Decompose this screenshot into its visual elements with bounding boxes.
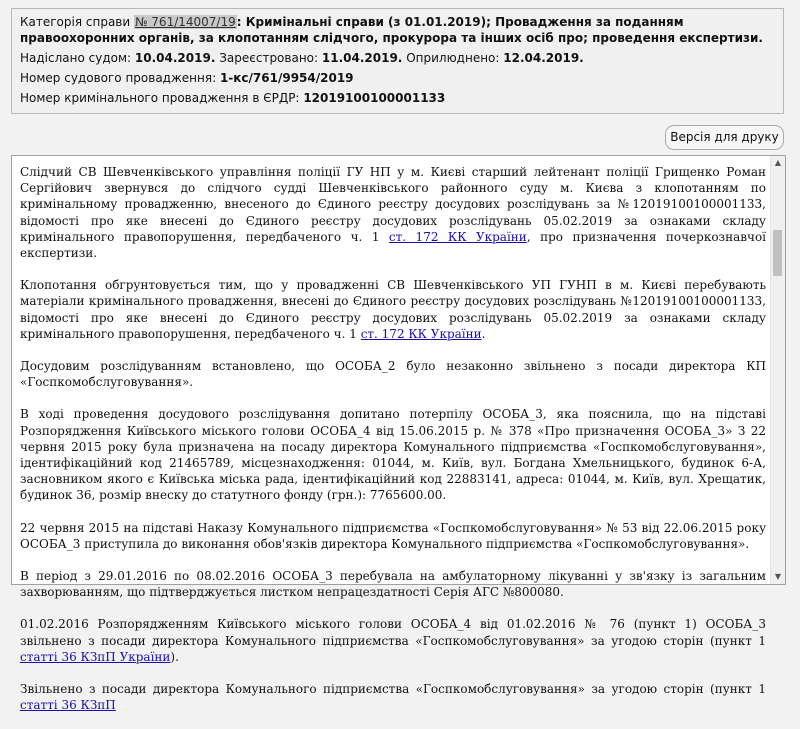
- published-label: Оприлюднено:: [406, 51, 500, 65]
- paragraph-8-text: Звільнено з посади директора Комунального підприємства «Госпкомобслуговування» за угодою сторін (пункт 1: [20, 682, 766, 697]
- paragraph-3: Досудовим розслідуванням встановлено, що ОСОБА_2 було незаконно звільнено з посади директора КП «Госпкомобслуговування».: [20, 359, 766, 390]
- case-number: № 761/14007/19: [135, 15, 236, 29]
- court-proceeding-line: [20, 70, 775, 86]
- article-172-link-2[interactable]: ст. 172 КК України: [360, 326, 482, 341]
- document-text: [20, 164, 766, 729]
- paragraph-6: В період з 29.01.2016 по 08.02.2016 ОСОБА_3 перебувала на амбулаторному лікуванні у зв'язку із загальним захворюванням, що підтверджується листком непрацездатності Серія АГС №800080.: [20, 569, 766, 600]
- criminal-proceeding-label: Номер кримінального провадження в ЄРДР:: [20, 91, 300, 105]
- case-info-panel: [11, 8, 784, 114]
- criminal-proceeding-number: 12019100100001133: [303, 91, 446, 105]
- registered-label: Зареєстровано:: [219, 51, 319, 65]
- published-date: 12.04.2019.: [503, 51, 584, 65]
- article-36-link-2[interactable]: статті 36 КЗпП: [20, 698, 116, 713]
- case-category-line: [20, 14, 775, 46]
- paragraph-5: 22 червня 2015 на підставі Наказу Комунального підприємства «Госпкомобслуговування» № 53 від 22.06.2015 року ОСОБА_3 приступила до виконання обов'язків директора Комунального підприємства «Госпкомобслуговування».: [20, 520, 766, 551]
- paragraph-2-text: Клопотання обгрунтовується тим, що у провадженні СВ Шевченківського УП ГУНП в м. Києві перебувають матеріали кримінального провадження, внесені до Єдиного реєстру досудових розслідувань №12019100100001133, відомості про яке внесені до Єдиного реєстру досудових розслідувань 05.02.2019 за ознаками складу кримінального правопорушення, передбаченого ч. 1: [20, 278, 766, 341]
- paragraph-8: [20, 681, 766, 713]
- scroll-thumb[interactable]: [773, 230, 782, 276]
- court-proceeding-label: Номер судового провадження:: [20, 71, 217, 85]
- dates-line: [20, 50, 775, 66]
- category-text: : Кримінальні справи (з 01.01.2019); Провадження за поданням правоохоронних органів, за клопотанням слідчого, прокурора та інших осіб про; проведення експертизи.: [20, 15, 763, 45]
- paragraph-1: [20, 164, 766, 261]
- paragraph-2-tail: .: [481, 326, 486, 341]
- vertical-scrollbar[interactable]: [770, 156, 785, 584]
- paragraph-7: [20, 616, 766, 665]
- scroll-up-arrow-icon[interactable]: ▲: [774, 158, 782, 167]
- court-proceeding-number: 1-кс/761/9954/2019: [219, 71, 354, 85]
- article-36-link[interactable]: статті 36 КЗпП України: [20, 649, 171, 664]
- paragraph-1-text: Слідчий СВ Шевченківського управління поліції ГУ НП у м. Києві старший лейтенант поліції Грищенко Роман Сергійович звернувся до слідчого судді Шевченківського районного суду м. Києва з клопотанням по кримінальному провадженню, внесеного до Єдиного реєстру досудових розслідувань за №12019100100001133, відомості про яке внесені до Єдиного реєстру досудових розслідувань 05.02.2019 за ознаками складу кримінального правопорушення, передбаченого ч. 1: [20, 165, 766, 244]
- paragraph-1-tail: , про призначення почеркознавчої експертизи.: [20, 229, 767, 261]
- paragraph-7-tail: ).: [170, 649, 179, 664]
- paragraph-7-text: 01.02.2016 Розпорядженням Київського міського голови ОСОБА_4 від 01.02.2016 № 76 (пункт 1) ОСОБА_3 звільнено з посади директора Комунального підприємства «Госпкомобслуговування» за угодою сторін (пункт 1: [20, 617, 766, 648]
- sent-label: Надіслано судом:: [20, 51, 132, 65]
- scroll-down-arrow-icon[interactable]: ▼: [774, 572, 782, 581]
- paragraph-2: [20, 277, 766, 342]
- criminal-proceeding-line: [20, 90, 775, 106]
- sent-date: 10.04.2019.: [134, 51, 216, 65]
- registered-date: 11.04.2019.: [321, 51, 403, 65]
- document-viewer[interactable]: [11, 155, 786, 713]
- print-version-button[interactable]: Версія для друку: [665, 125, 784, 150]
- paragraph-4: В ході проведення досудового розслідування допитано потерпілу ОСОБА_3, яка пояснила, що на підставі Розпорядження Київського міського голови ОСОБА_4 від 15.06.2015 р. № 378 «Про призначення ОСОБА_3» З 22 червня 2015 року була призначена на посаду директора Комунального підприємства «Госпкомобслуговування», ідентифікаційний код 21465789, місцезнаходження: 01044, м. Київ, вул. Богдана Хмельницького, будинок 6-А, засновником якого є Київська міська рада, ідентифікаційний код 22883141, адреса: 01044, м. Київ, вул. Хрещатик, будинок 36, розмір внеску до статутного фонду (грн.): 7765600.00.: [20, 407, 766, 503]
- article-172-link[interactable]: ст. 172 КК України: [388, 229, 527, 244]
- category-label: Категорія справи: [20, 15, 131, 29]
